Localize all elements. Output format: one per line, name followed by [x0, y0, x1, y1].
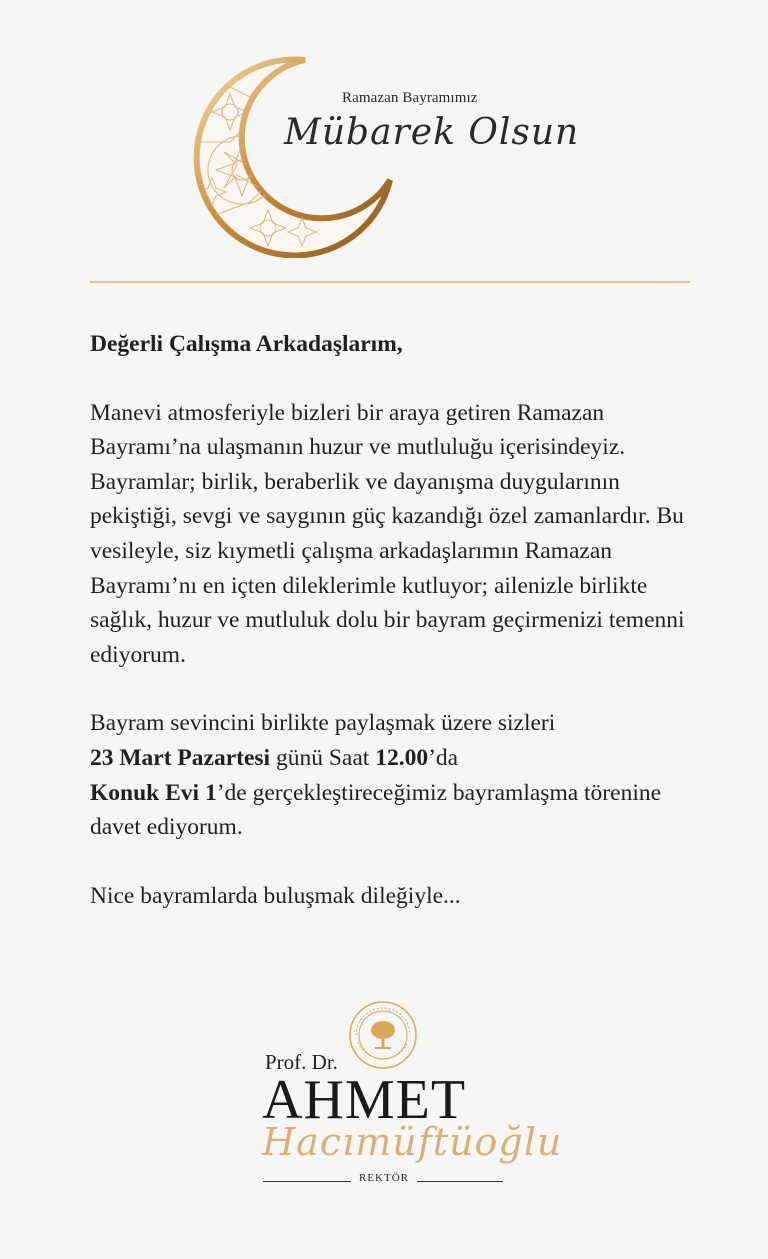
header: [0, 0, 768, 270]
invite-intro: Bayram sevincini birlikte paylaşmak üzere sizleri: [90, 710, 556, 737]
signature-rule-left: [263, 1181, 351, 1182]
signatory-first-name: AHMET: [262, 1069, 467, 1131]
closing-line: Nice bayramlarda buluşmak dileğiyle...: [90, 882, 461, 909]
invite-outro: ’de gerçekleştireceğimiz bayramlaşma törenine davet ediyorum.: [90, 779, 662, 841]
signatory-surname: Hacımüftüoğlu: [262, 1120, 563, 1164]
event-time: 12.00: [375, 744, 429, 771]
greeting-small-text: Ramazan Bayramımız: [342, 90, 478, 106]
salutation: Değerli Çalışma Arkadaşlarım,: [90, 331, 403, 357]
event-place: Konuk Evi 1: [90, 779, 217, 806]
signatory-title: Prof. Dr.: [265, 1050, 338, 1074]
crescent-moon-icon: [190, 52, 400, 258]
invite-mid2: ’da: [428, 744, 459, 771]
letter-body: [90, 327, 700, 947]
invite-mid1: günü Saat: [275, 744, 370, 771]
signature-rule-right: [417, 1181, 503, 1182]
divider: [90, 281, 690, 283]
university-seal-logo: [348, 1000, 418, 1070]
event-date: 23 Mart Pazartesi: [90, 744, 271, 771]
greeting-script-text: Mübarek Olsun: [284, 112, 580, 153]
paragraph-1: Manevi atmosferiyle bizleri bir araya getiren Ramazan Bayramı’na ulaşmanın huzur ve mutluluğu içerisindeyiz. Bayramlar; birlik, beraberlik ve dayanışma duygularının pekiştiği, sevgi ve saygının güç kazandığı özel zamanlardır. Bu vesileyle, siz kıymetli çalışma arkadaşlarımın Ramazan Bayramı’nı en içten dileklerimle kutluyor; ailenizle birlikte sağlık, huzur ve mutluluk dolu bir bayram geçirmenizi temenni ediyorum.: [90, 399, 685, 668]
paragraph-2: [90, 706, 700, 844]
signatory-role: REKTÖR: [359, 1172, 409, 1184]
